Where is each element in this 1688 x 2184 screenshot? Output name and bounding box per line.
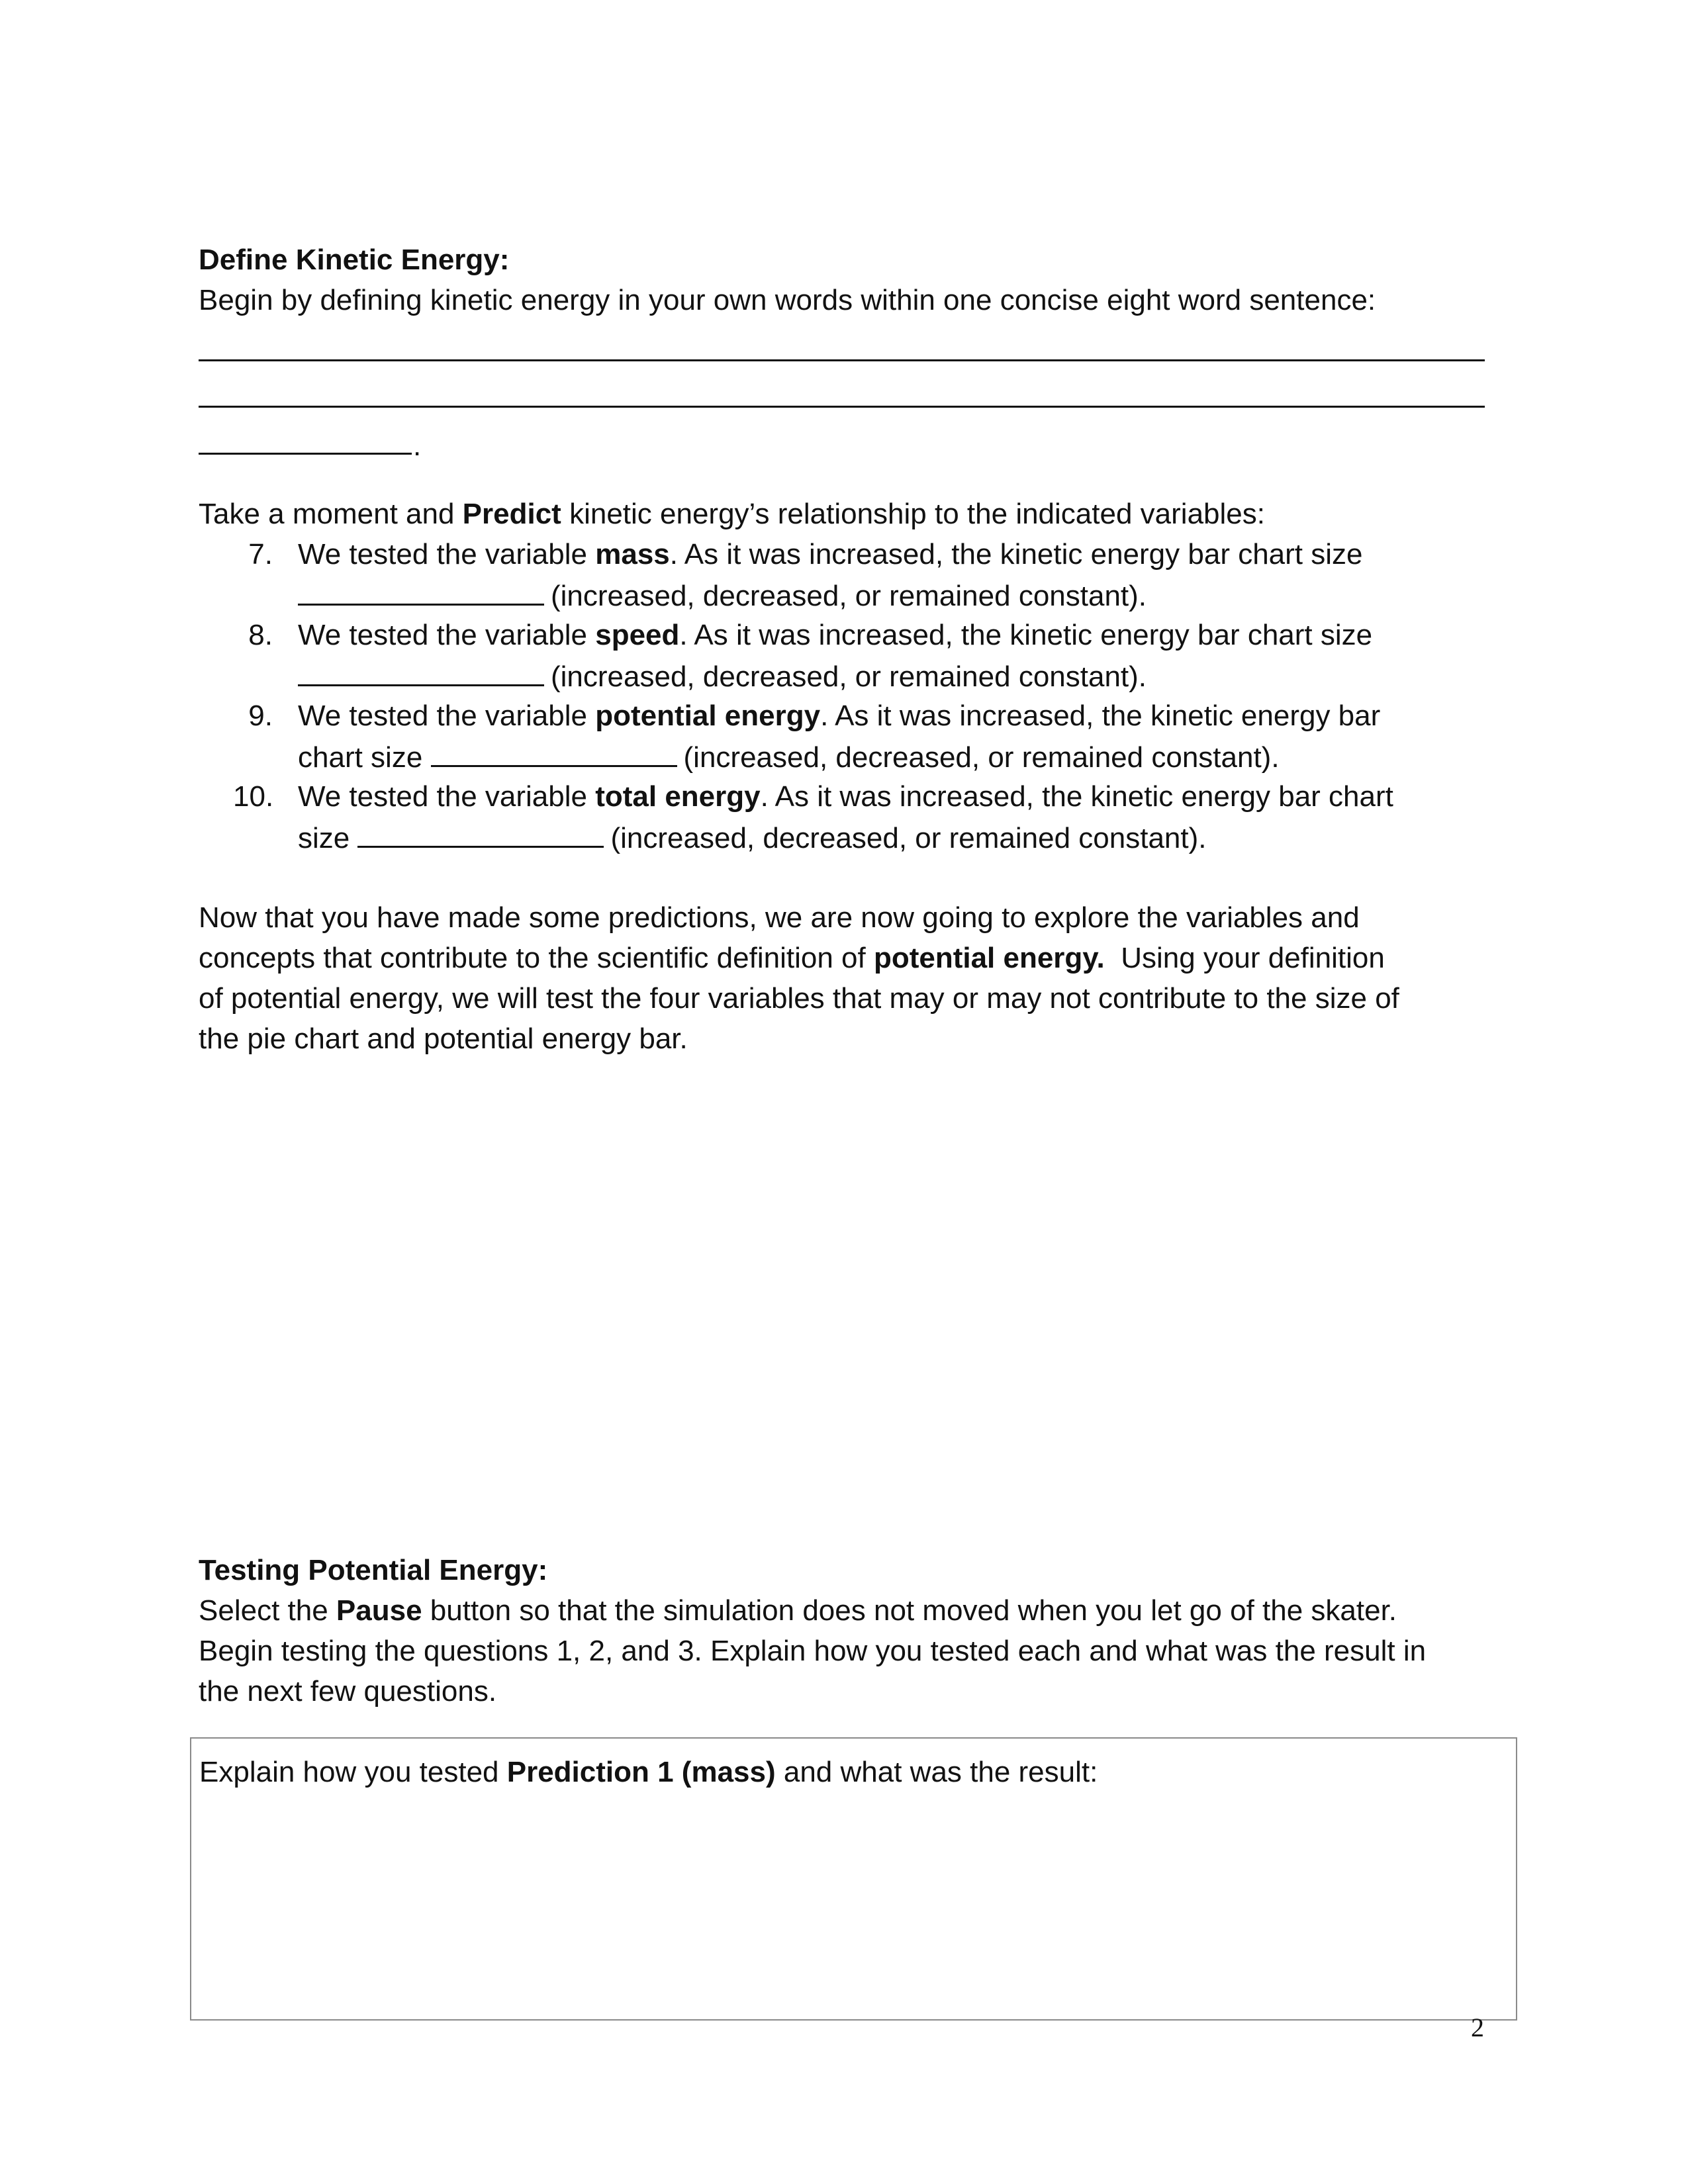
explore-line-4: the pie chart and potential energy bar. — [199, 1023, 688, 1055]
item-8-variable: speed — [595, 619, 680, 651]
item-9-prefix: chart size — [298, 741, 423, 774]
predict-intro-bold: Predict — [462, 498, 561, 530]
item-8-line1 — [298, 615, 1372, 655]
item-7-number: 7. — [248, 538, 273, 570]
item-8-line2 — [298, 655, 1147, 697]
item-9-blank[interactable] — [431, 736, 677, 767]
item-7-options: (increased, decreased, or remained constant). — [551, 580, 1147, 612]
define-instruction: Begin by defining kinetic energy in your own words within one concise eight word sentence: — [199, 284, 1376, 316]
testing-line-3: the next few questions. — [199, 1675, 497, 1707]
item-9-number: 9. — [248, 700, 273, 732]
item-9-before: We tested the variable — [298, 700, 596, 732]
item-10-line1 — [298, 776, 1393, 817]
item-8-before: We tested the variable — [298, 619, 596, 651]
explore-line-2-before: concepts that contribute to the scientific definition of — [199, 942, 874, 974]
item-7-before: We tested the variable — [298, 538, 596, 570]
page-number: 2 — [1471, 2013, 1484, 2042]
testing-line-2: Begin testing the questions 1, 2, and 3. Explain how you tested each and what was the result in — [199, 1635, 1427, 1667]
prediction-1-answer-box[interactable] — [190, 1737, 1517, 2021]
item-10-variable: total energy — [595, 780, 761, 813]
item-7-line2 — [298, 574, 1147, 616]
item-9-after: . As it was increased, the kinetic energy bar — [820, 700, 1381, 732]
item-7-line1 — [298, 534, 1362, 574]
answer-line-2[interactable] — [199, 406, 1485, 408]
item-9-line1 — [298, 696, 1380, 736]
explore-line-3: of potential energy, we will test the four variables that may or may not contribute to the size of — [199, 982, 1399, 1015]
answer-line-1[interactable] — [199, 359, 1485, 361]
pause-label: Pause — [336, 1594, 422, 1627]
item-8-blank[interactable] — [298, 655, 544, 686]
explore-line-2-bold: potential energy. — [873, 942, 1105, 974]
define-heading-text: Define Kinetic Energy: — [199, 244, 510, 276]
answer-box-prompt-before: Explain how you tested — [199, 1756, 507, 1788]
item-8-options: (increased, decreased, or remained constant). — [551, 660, 1147, 693]
answer-box-prompt — [199, 1752, 1098, 1792]
item-10-number: 10. — [233, 780, 274, 813]
item-7-after: . As it was increased, the kinetic energy bar chart size — [669, 538, 1363, 570]
predict-intro-after: kinetic energy’s relationship to the indicated variables: — [561, 498, 1265, 530]
answer-line-3[interactable] — [199, 453, 412, 455]
item-7-variable: mass — [595, 538, 670, 570]
testing-heading-text: Testing Potential Energy: — [199, 1554, 548, 1586]
define-heading — [199, 240, 509, 280]
item-9-options: (increased, decreased, or remained constant). — [683, 741, 1280, 774]
testing-line-1-before: Select the — [199, 1594, 336, 1627]
answer-box-prompt-after: and what was the result: — [775, 1756, 1098, 1788]
explore-line-2-after: Using your definition — [1104, 942, 1385, 974]
item-10-before: We tested the variable — [298, 780, 596, 813]
testing-line-1-after: button so that the simulation does not moved when you let go of the skater. — [422, 1594, 1397, 1627]
item-10-options: (increased, decreased, or remained constant). — [610, 822, 1207, 854]
item-8-after: . As it was increased, the kinetic energy bar chart size — [679, 619, 1373, 651]
item-9-variable: potential energy — [595, 700, 821, 732]
answer-box-prompt-bold: Prediction 1 (mass) — [506, 1756, 776, 1788]
item-9-line2 — [298, 736, 1280, 778]
item-10-after: . As it was increased, the kinetic energy bar chart — [760, 780, 1393, 813]
explore-line-1: Now that you have made some predictions, we are now going to explore the variables and — [199, 901, 1360, 934]
answer-period: . — [413, 430, 422, 462]
predict-intro — [199, 494, 1265, 534]
item-8-number: 8. — [248, 619, 273, 651]
item-10-prefix: size — [298, 822, 350, 854]
item-10-blank[interactable] — [357, 817, 604, 848]
testing-line-1 — [199, 1590, 1397, 1631]
item-10-line2 — [298, 817, 1207, 858]
predict-intro-before: Take a moment and — [199, 498, 463, 530]
testing-heading — [199, 1550, 547, 1590]
explore-line-2 — [199, 938, 1385, 978]
item-7-blank[interactable] — [298, 574, 544, 606]
